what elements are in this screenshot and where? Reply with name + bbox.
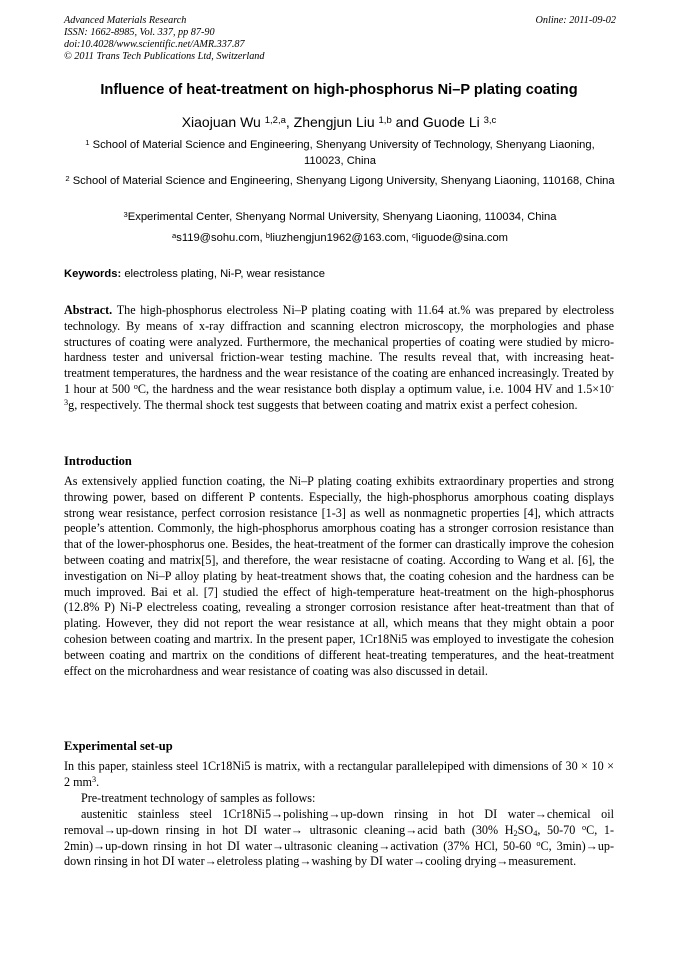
keywords-text: electroless plating, Ni-P, wear resistance	[124, 268, 325, 280]
abstract-text: The high-phosphorus electroless Ni–P plating coating with 11.64 at.% was prepared by electroless technology. By means of x-ray diffraction and scanning electron microscopy, the morphologies and phase structures of coating were analyzed. Furthermore, the mechanical properties of coating were studied by micro-hardness tester and universal friction-wear testing machine. The results reveal that, with increasing heat-treatment temperatures, the hardness and the wear resistance of the coating are enhanced increasingly. Treated by 1 hour at 500	[64, 303, 614, 396]
affiliation-3	[64, 209, 616, 225]
author-affil-sup: 1,2,a	[264, 114, 286, 126]
affiliation-text: School of Material Science and Engineering, Shenyang University of Technology, Shenyang Liaoning, 110023, China	[92, 139, 595, 167]
issn-line: ISSN: 1662-8985, Vol. 337, pp 87-90	[64, 27, 215, 38]
author-affil-sup: 3,c	[483, 114, 497, 126]
author-name: Guode Li	[422, 114, 480, 130]
author-separator: and	[391, 114, 423, 130]
paper-title: Influence of heat-treatment on high-phosphorus Ni–P plating coating	[100, 82, 578, 98]
exponent-sup: 3	[92, 775, 97, 785]
abstract-paragraph	[64, 303, 614, 414]
affiliation-text: Experimental Center, Shenyang Normal University, Shenyang Liaoning, 110034, China	[127, 211, 557, 223]
journal-name: Advanced Materials Research	[64, 15, 187, 26]
affiliation-number: 3	[123, 209, 128, 219]
experimental-text: , 50-70	[537, 822, 582, 837]
experimental-text: SO	[517, 822, 534, 837]
email-separator: ,	[405, 232, 412, 244]
email-sup: c	[411, 230, 416, 240]
keywords	[64, 266, 616, 282]
abstract-text: g, respectively. The thermal shock test suggests that between coating and matrix exist a perfect cohesion.	[68, 397, 578, 412]
affiliation-1	[64, 137, 616, 169]
experimental-text: austenitic stainless steel 1Cr18Ni5→polishing→up-down rinsing in hot DI water→chemical oil removal→up-down rinsing in hot DI water→ ultrasonic cleaning→acid bath (30% H	[64, 807, 614, 837]
section-heading-introduction: Introduction	[64, 454, 132, 468]
abstract-text: C, the hardness and the wear resistance both display a optimum value, i.e. 1004 HV and 1.5×10	[137, 381, 612, 396]
exponent-sup: -3	[64, 382, 615, 408]
copyright-line: © 2011 Trans Tech Publications Ltd, Switzerland	[64, 51, 265, 62]
email-address[interactable]: liuzhengjun1962@163.com	[269, 232, 406, 244]
author-name: Zhengjun Liu	[293, 114, 375, 130]
email-separator: ,	[259, 232, 266, 244]
abstract-label: Abstract.	[64, 303, 113, 317]
subscript: 2	[513, 828, 518, 838]
author-name: Xiaojuan Wu	[181, 114, 261, 130]
experimental-text: C, 3min)→up-down rinsing in hot DI water→eletroless plating→washing by DI water→cooling drying→measurement.	[64, 838, 614, 869]
degree-sup: o	[581, 823, 587, 833]
author-affil-sup: 1,b	[378, 114, 392, 126]
email-sup: b	[265, 230, 270, 240]
email-line	[64, 230, 616, 246]
degree-sup: o	[536, 838, 541, 848]
affiliation-2	[64, 173, 616, 189]
experimental-paragraph-2: Pre-treatment technology of samples as follows:	[81, 791, 316, 805]
email-address[interactable]: s119@sohu.com	[176, 232, 260, 244]
online-date: Online: 2011-09-02	[535, 15, 616, 26]
keywords-label: Keywords:	[64, 268, 122, 280]
doi-line: doi:10.4028/www.scientific.net/AMR.337.87	[64, 39, 245, 50]
experimental-paragraph-3	[64, 807, 614, 870]
degree-sup: o	[133, 382, 138, 392]
email-sup: a	[172, 230, 177, 240]
experimental-text: .	[96, 774, 100, 789]
experimental-text: In this paper, stainless steel 1Cr18Ni5 is matrix, with a rectangular parallelepiped with dimensions of 30 × 10 × 2 mm	[64, 759, 614, 789]
subscript: 4	[533, 828, 538, 838]
affiliation-text: School of Material Science and Engineering, Shenyang Ligong University, Shenyang Liaoning, 110168, China	[72, 175, 615, 187]
experimental-paragraph-1	[64, 759, 614, 791]
affiliation-number: 2	[65, 173, 70, 183]
introduction-paragraph: As extensively applied function coating, the Ni–P plating coating exhibits extraordinary properties and strong throwing power, based on different P contents. Especially, the high-phosphorus amorphous coating displays strong wear resistance, perfect corrosion resistance [1-3] as well as nonmagnetic properties [4], which attracts people’s attention. Commonly, the high-phosphorus amorphous coating has a stronger corrosion resistance than that of the lower-phosphorus one. Besides, the heat-treatment of the former can drastically improve the cohesion between coating and matrix[5], and therefore, the wear resistacne of coating. According to Wang et al. [6], the investigation on Ni–P alloy plating by heat-treatment shows that, the coating cohesion and the hardness can be much improved. Bai et al. [7] studied the effect of high-temperature heat-treatment on the high-phosphorus (12.8% P) Ni-P electreless coating, revealing a stronger corrosion resistance after heat-treatment than that of plating. However, they did not report the wear resistance at all, which means that they might obtain a poor cohesion between coating and martrix. In the present paper, 1Cr18Ni5 was employed to investigate the cohesion between coating and martrix on the conditions of different heat-treating temperatures, and the heat-treatment effect on the microhardness and wear resistance of coating was also discussed in detail.	[64, 474, 614, 678]
section-heading-experimental: Experimental set-up	[64, 739, 173, 753]
affiliation-number: 1	[85, 137, 90, 147]
email-address[interactable]: liguode@sina.com	[415, 232, 508, 244]
journal-header	[64, 15, 616, 63]
author-separator: ,	[285, 114, 294, 130]
author-list	[40, 113, 638, 131]
experimental-text: C, 1-2min)→up-down rinsing in hot DI water→ultrasonic cleaning→activation (37% HCl, 50-60	[64, 822, 615, 853]
